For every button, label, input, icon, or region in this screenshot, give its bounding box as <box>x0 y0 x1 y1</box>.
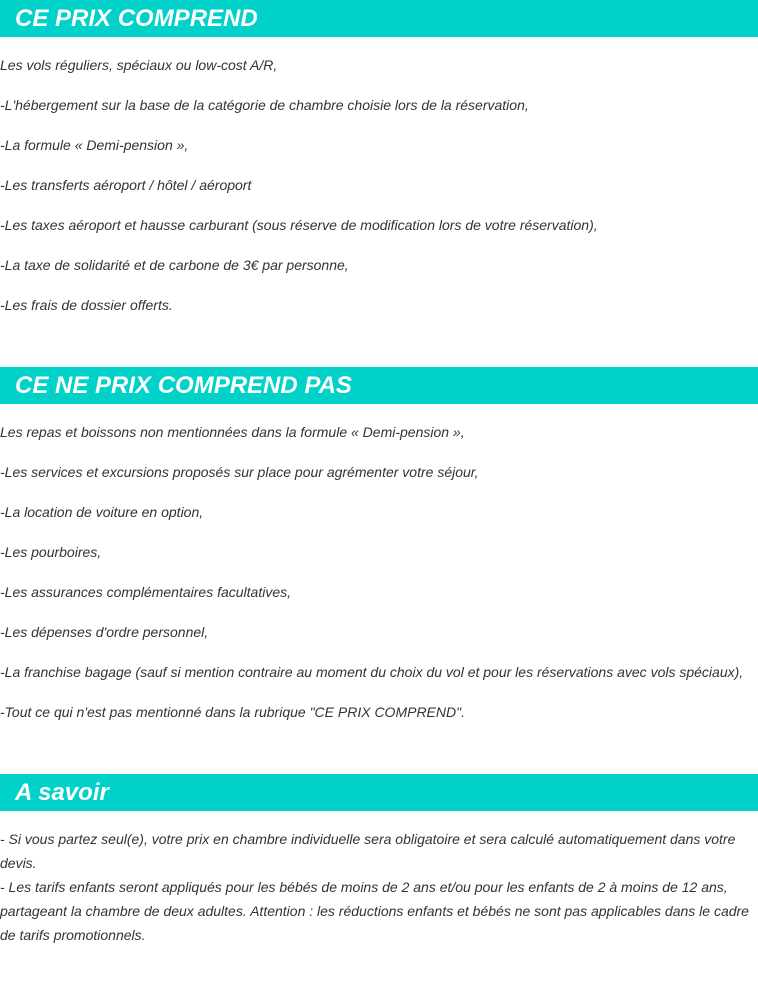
excluded-item: -Tout ce qui n'est pas mentionné dans la rubrique "CE PRIX COMPREND". <box>0 704 465 720</box>
included-item: Les vols réguliers, spéciaux ou low-cost A/R, <box>0 57 278 73</box>
excluded-item: -Les assurances complémentaires facultatives, <box>0 584 292 600</box>
excluded-item: -La location de voiture en option, <box>0 504 204 520</box>
info-paragraph: - Si vous partez seul(e), votre prix en chambre individuelle sera obligatoire et sera calculé automatiquement dans votre devis. <box>0 831 736 871</box>
included-item: -Les transferts aéroport / hôtel / aéroport <box>0 177 252 193</box>
included-item: -La taxe de solidarité et de carbone de 3€ par personne, <box>0 257 349 273</box>
excluded-item: -Les pourboires, <box>0 544 102 560</box>
section-header-included: CE PRIX COMPREND <box>0 0 758 37</box>
excluded-item: -Les dépenses d'ordre personnel, <box>0 624 209 640</box>
excluded-item: -Les services et excursions proposés sur place pour agrémenter votre séjour, <box>0 464 479 480</box>
included-item: -Les frais de dossier offerts. <box>0 297 173 313</box>
info-paragraph: - Les tarifs enfants seront appliqués pour les bébés de moins de 2 ans et/ou pour les enfants de 2 à moins de 12 ans, partageant la chambre de deux adultes. Attention : les réductions enfants et bébés ne sont pas applicables dans le cadre de tarifs promotionnels. <box>0 879 749 943</box>
included-item: -La formule « Demi-pension », <box>0 137 189 153</box>
excluded-item: Les repas et boissons non mentionnées dans la formule « Demi-pension », <box>0 424 465 440</box>
section-header-not-included: CE NE PRIX COMPREND PAS <box>0 367 758 404</box>
included-item: -Les taxes aéroport et hausse carburant (sous réserve de modification lors de votre réservation), <box>0 217 598 233</box>
excluded-item: -La franchise bagage (sauf si mention contraire au moment du choix du vol et pour les réservations avec vols spéciaux), <box>0 664 744 680</box>
included-item: -L'hébergement sur la base de la catégorie de chambre choisie lors de la réservation, <box>0 97 529 113</box>
section-header-good-to-know: A savoir <box>0 774 758 811</box>
